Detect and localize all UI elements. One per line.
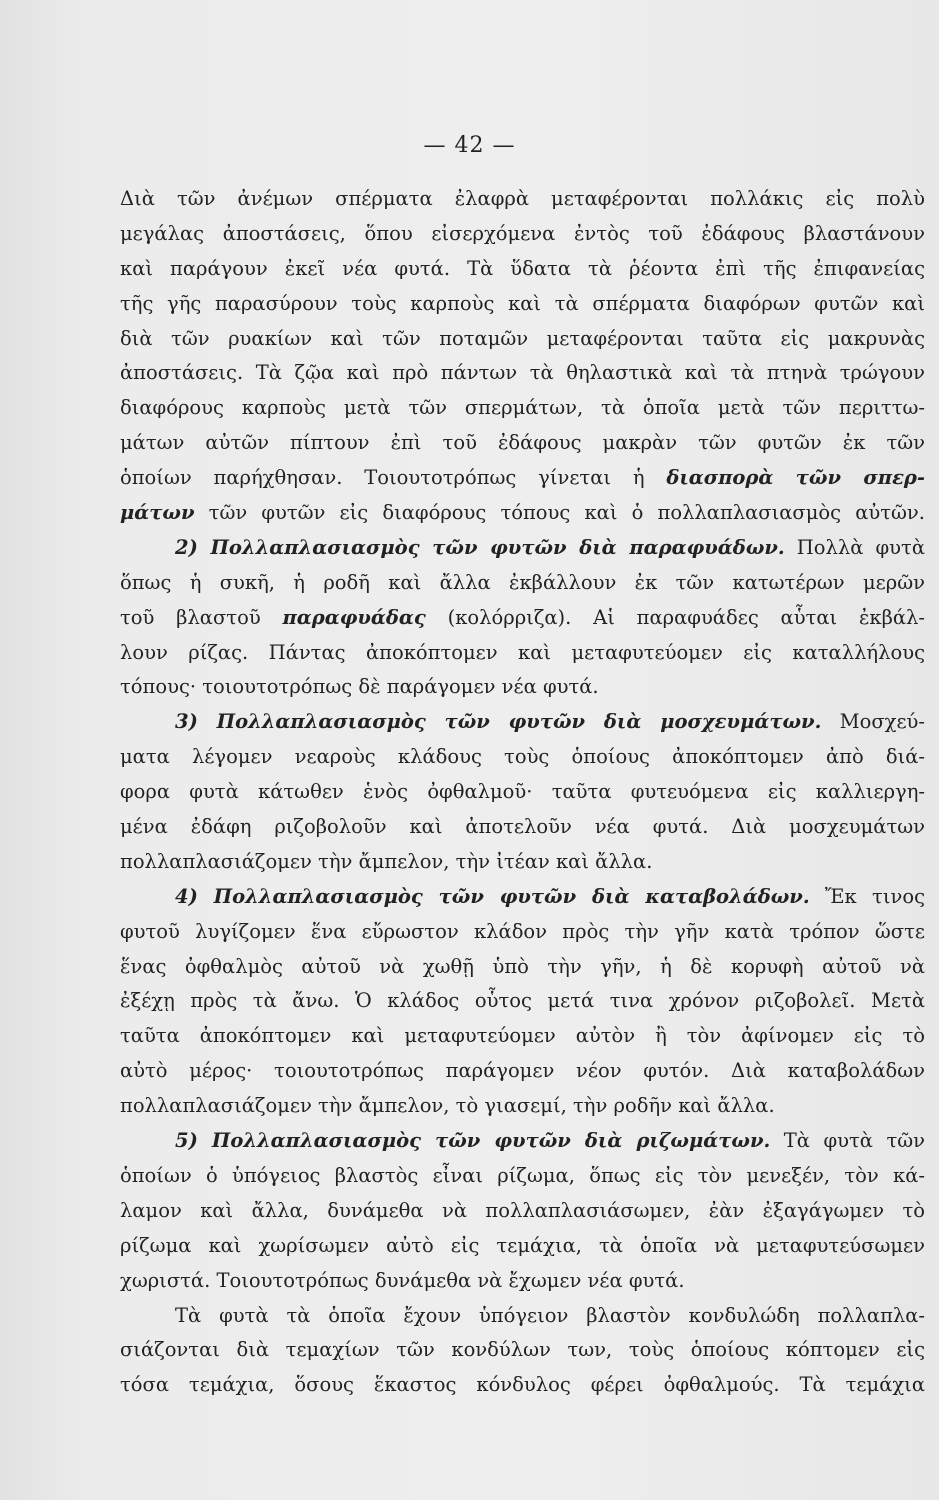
- text-line: διαφόρους καρποὺς μετὰ τῶν σπερμάτων, τὰ ὁποῖα μετὰ τῶν περιττω-: [120, 396, 925, 420]
- paragraph-start-line: Τὰ φυτὰ τὰ ὁποῖα ἔχουν ὑπόγειον βλαστὸν κονδυλώδη πολλαπλα-: [175, 1303, 925, 1327]
- text-line: τῆς γῆς παρασύρουν τοὺς καρποὺς καὶ τὰ σπέρματα διαφόρων φυτῶν καὶ: [120, 291, 925, 315]
- section-heading-line: [120, 880, 925, 915]
- text-run: Ἔκ τινος: [809, 884, 925, 908]
- text-line: φορα φυτὰ κάτωθεν ἑνὸς ὀφθαλμοῦ· ταῦτα φυτευόμενα εἰς καλλιεργη-: [120, 780, 925, 804]
- emphasized-term: διασπορὰ τῶν σπερ-: [666, 466, 925, 490]
- emphasized-term: μάτων: [120, 501, 195, 525]
- text-run: (κολόρριζα). Αἱ παραφυάδες αὗται ἐκβάλ-: [425, 605, 925, 629]
- text-line: ἀποστάσεις. Τὰ ζῷα καὶ πρὸ πάντων τὰ θηλαστικὰ καὶ τὰ πτηνὰ τρώγουν: [120, 361, 925, 385]
- section-heading: 2) Πολλαπλασιασμὸς τῶν φυτῶν διὰ παραφυάδων.: [175, 535, 785, 559]
- text-line: λαμον καὶ ἄλλα, δυνάμεθα νὰ πολλαπλασιάσωμεν, ἐὰν ἐξαγάγωμεν τὸ: [120, 1198, 925, 1222]
- text-line: διὰ τῶν ρυακίων καὶ τῶν ποταμῶν μεταφέρονται ταῦτα εἰς μακρυνὰς: [120, 326, 925, 350]
- text-run: τῶν φυτῶν εἰς διαφόρους τόπους καὶ ὁ πολλαπλασιασμὸς αὐτῶν.: [194, 501, 925, 525]
- section-heading: 4) Πολλαπλασιασμὸς τῶν φυτῶν διὰ καταβολάδων.: [175, 884, 810, 908]
- text-line: λουν ρίζας. Πάντας ἀποκόπτομεν καὶ μεταφυτεύομεν εἰς καταλλήλους: [120, 640, 925, 664]
- section-heading: 3) Πολλαπλασιασμὸς τῶν φυτῶν διὰ μοσχευμάτων.: [175, 710, 822, 734]
- text-line: [120, 601, 925, 636]
- text-line: πολλαπλασιάζομεν τὴν ἄμπελον, τὴν ἰτέαν καὶ ἄλλα.: [120, 849, 653, 873]
- body-text: [120, 182, 925, 1403]
- section-heading-line: [120, 705, 925, 740]
- text-line: σιάζονται διὰ τεμαχίων τῶν κονδύλων των, τοὺς ὁποίους κόπτομεν εἰς: [120, 1338, 925, 1362]
- section-heading-line: [120, 531, 925, 566]
- text-line: αὐτὸ μέρος· τοιουτοτρόπως παράγομεν νέον φυτόν. Διὰ καταβολάδων: [120, 1059, 925, 1083]
- text-line: Διὰ τῶν ἀνέμων σπέρματα ἐλαφρὰ μεταφέρονται πολλάκις εἰς πολὺ: [120, 187, 925, 210]
- text-line: ὁποίων ὁ ὑπόγειος βλαστὸς εἶναι ρίζωμα, ὅπως εἰς τὸν μενεξέν, τὸν κά-: [120, 1163, 925, 1187]
- text-line: ρίζωμα καὶ χωρίσωμεν αὐτὸ εἰς τεμάχια, τὰ ὁποῖα νὰ μεταφυτεύσωμεν: [120, 1233, 925, 1257]
- text-line: ἐξέχῃ πρὸς τὰ ἄνω. Ὁ κλάδος οὗτος μετά τινα χρόνον ριζοβολεῖ. Μετὰ: [120, 989, 925, 1013]
- text-run: Τὰ φυτὰ τῶν: [770, 1129, 925, 1153]
- text-line: ὅπως ἡ συκῆ, ἡ ροδῆ καὶ ἄλλα ἐκβάλλουν ἐκ τῶν κατωτέρων μερῶν: [120, 570, 925, 594]
- text-line: τόσα τεμάχια, ὅσους ἕκαστος κόνδυλος φέρει ὀφθαλμούς. Τὰ τεμάχια: [120, 1373, 925, 1397]
- text-line: καὶ παράγουν ἐκεῖ νέα φυτά. Τὰ ὕδατα τὰ ῥέοντα ἐπὶ τῆς ἐπιφανείας: [120, 256, 925, 280]
- text-line: μένα ἐδάφη ριζοβολοῦν καὶ ἀποτελοῦν νέα φυτά. Διὰ μοσχευμάτων: [120, 815, 925, 839]
- text-run: ὁποίων παρήχθησαν. Τοιουτοτρόπως γίνεται ἡ: [120, 466, 667, 490]
- emphasized-term: παραφυάδας: [282, 605, 426, 629]
- text-run: τοῦ βλαστοῦ: [120, 605, 283, 629]
- text-run: Μοσχεύ-: [821, 710, 925, 734]
- section-heading: 5) Πολλαπλασιασμὸς τῶν φυτῶν διὰ ριζωμάτων.: [175, 1129, 771, 1153]
- text-line: πολλαπλασιάζομεν τὴν ἄμπελον, τὸ γιασεμί, τὴν ροδῆν καὶ ἄλλα.: [120, 1094, 775, 1118]
- section-heading-line: [120, 1124, 925, 1159]
- text-line: χωριστά. Τοιουτοτρόπως δυνάμεθα νὰ ἔχωμεν νέα φυτά.: [120, 1268, 685, 1292]
- text-line: ἕνας ὀφθαλμὸς αὐτοῦ νὰ χωθῇ ὑπὸ τὴν γῆν, ἡ δὲ κορυφὴ αὐτοῦ νὰ: [120, 954, 925, 978]
- text-line: μεγάλας ἀποστάσεις, ὅπου εἰσερχόμενα ἐντὸς τοῦ ἐδάφους βλαστάνουν: [120, 221, 925, 245]
- text-line: φυτοῦ λυγίζομεν ἕνα εὔρωστον κλάδον πρὸς τὴν γῆν κατὰ τρόπον ὥστε: [120, 919, 925, 943]
- text-line: τόπους· τοιουτοτρόπως δὲ παράγομεν νέα φυτά.: [120, 675, 599, 699]
- text-line: [120, 496, 925, 531]
- text-run: Πολλὰ φυτὰ: [784, 535, 925, 559]
- text-line: μάτων αὐτῶν πίπτουν ἐπὶ τοῦ ἐδάφους μακρὰν τῶν φυτῶν ἐκ τῶν: [120, 431, 925, 455]
- text-line: ταῦτα ἀποκόπτομεν καὶ μεταφυτεύομεν αὐτὸν ἢ τὸν ἀφίνομεν εἰς τὸ: [120, 1024, 925, 1048]
- text-line: [120, 461, 925, 496]
- page-number: — 42 —: [423, 133, 516, 158]
- text-line: ματα λέγομεν νεαροὺς κλάδους τοὺς ὁποίους ἀποκόπτομεν ἀπὸ διά-: [120, 745, 925, 769]
